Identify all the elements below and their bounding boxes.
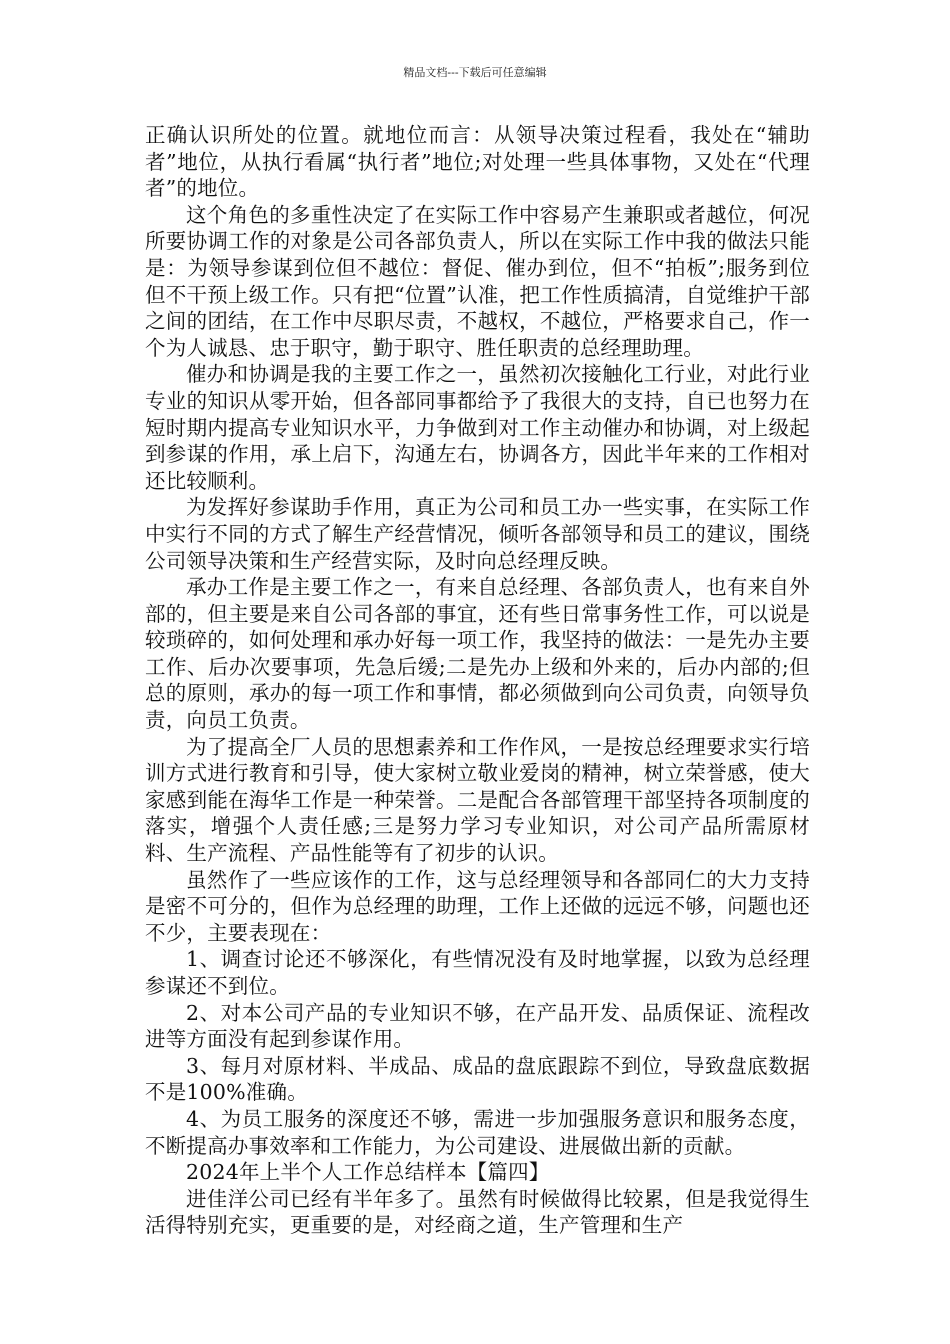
paragraph-coordination: 催办和协调是我的主要工作之一，虽然初次接触化工行业，对此行业专业的知识从零开始，但各部同事都给予了我很大的支持，自已也努力在短时期内提高专业知识水平，力争做到对工作主动催办和协调，对上级起到参谋的作用，承上启下，沟通左右，协调各方，因此半年来的工作相对还比较顺利。 bbox=[145, 362, 810, 493]
list-item-2: 2、对本公司产品的专业知识不够，在产品开发、品质保证、流程改进等方面没有起到参谋作用。 bbox=[145, 1000, 810, 1052]
list-item-1: 1、调查讨论还不够深化，有些情况没有及时地掌握，以致为总经理参谋还不到位。 bbox=[145, 947, 810, 998]
paragraph-training: 为了提高全厂人员的思想素养和工作作风，一是按总经理要求实行培训方式进行教育和引导，使大家树立敬业爱岗的精神，树立荣誉感，使大家感到能在海华工作是一种荣誉。二是配合各部管理干部坚持各项制度的落实，增强个人责任感;三是努力学习专业知识，对公司产品所需原材料、生产流程、产品性能等有了初步的认识。 bbox=[145, 734, 810, 866]
paragraph-position: 正确认识所处的位置。就地位而言：从领导决策过程看，我处在“辅助者”地位，从执行看属“执行者”地位;对处理一些具体事物，又处在“代理者”的地位。 bbox=[145, 123, 810, 201]
paragraph-shortcomings: 虽然作了一些应该作的工作，这与总经理领导和各部同仁的大力支持是密不可分的，但作为总经理的助理，工作上还做的远远不够，问题也还不少，主要表现在： bbox=[145, 867, 810, 945]
paragraph-intro: 进佳洋公司已经有半年多了。虽然有时候做得比较累，但是我觉得生活得特别充实，更重要的是，对经商之道，生产管理和生产 bbox=[145, 1186, 810, 1238]
paragraph-role: 这个角色的多重性决定了在实际工作中容易产生兼职或者越位，何况所要协调工作的对象是公司各部负责人，所以在实际工作中我的做法只能是：为领导参谋到位但不越位：督促、催办到位，但不“拍板”;服务到位但不干预上级工作。只有把“位置”认准，把工作性质搞清，自觉维护干部之间的团结，在工作中尽职尽责，不越权，不越位，严格要求自己，作一个为人诚恳、忠于职守，勤于职守、胜任职责的总经理助理。 bbox=[145, 202, 810, 360]
page-header: 精品文档---下载后可任意编辑 bbox=[403, 66, 547, 79]
section-heading: 2024年上半个人工作总结样本【篇四】 bbox=[186, 1160, 550, 1185]
document-body bbox=[145, 122, 810, 1239]
list-item-4: 4、为员工服务的深度还不够，需进一步加强服务意识和服务态度，不断提高办事效率和工作能力，为公司建设、进展做出新的贡献。 bbox=[145, 1106, 810, 1158]
list-item-3: 3、每月对原材料、半成品、成品的盘底跟踪不到位，导致盘底数据不是100%准确。 bbox=[145, 1053, 810, 1105]
paragraph-advisor: 为发挥好参谋助手作用，真正为公司和员工办一些实事，在实际工作中实行不同的方式了解生产经营情况，倾听各部领导和员工的建议，围绕公司领导决策和生产经营实际，及时向总经理反映。 bbox=[145, 495, 810, 573]
paragraph-undertaking: 承办工作是主要工作之一，有来自总经理、各部负责人，也有来自外部的，但主要是来自公司各部的事宜，还有些日常事务性工作，可以说是较琐碎的，如何处理和承办好每一项工作，我坚持的做法：一是先办主要工作、后办次要事项，先急后缓;二是先办上级和外来的，后办内部的;但总的原则，承办的每一项工作和事情，都必须做到向公司负责，向领导负责，向员工负责。 bbox=[145, 575, 810, 733]
